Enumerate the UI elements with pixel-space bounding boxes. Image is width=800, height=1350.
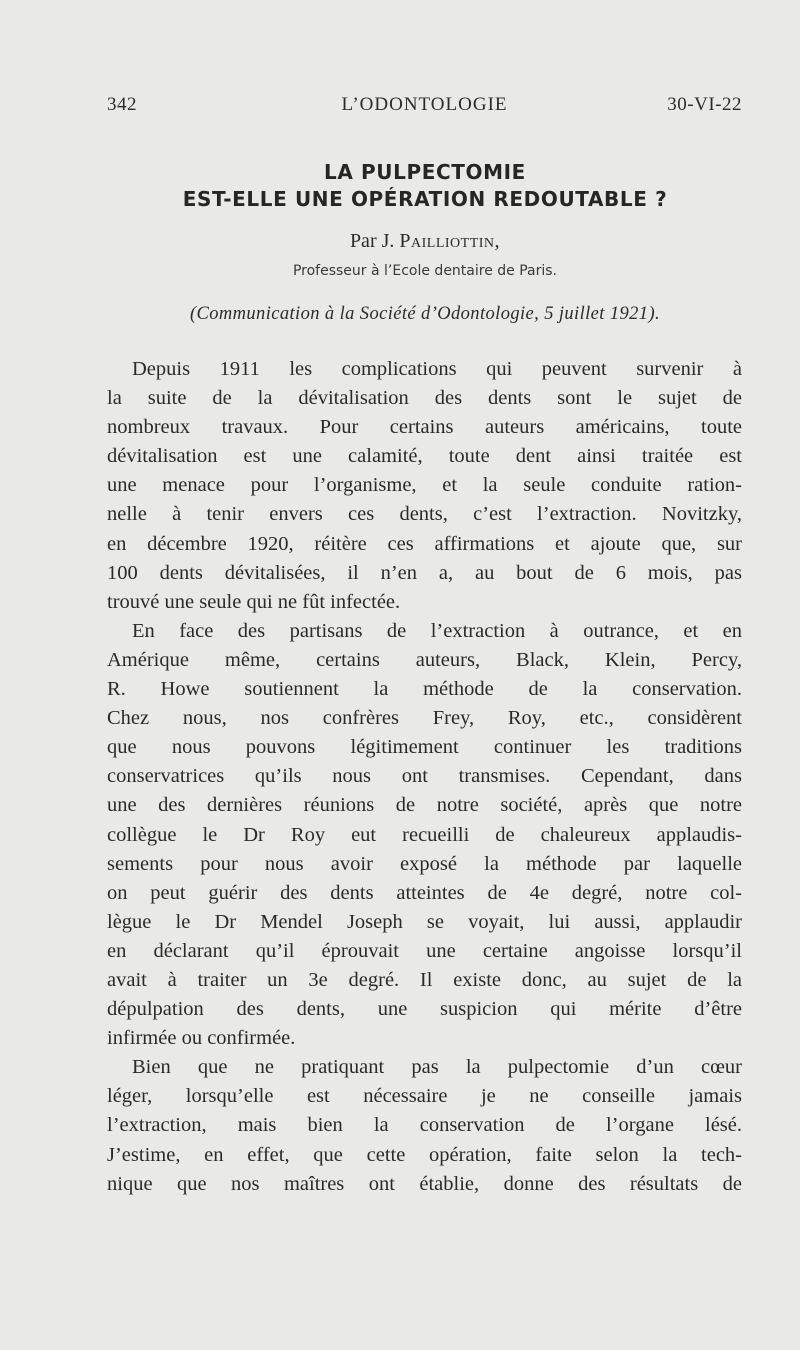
body-line: Amérique même, certains auteurs, Black, Klein, Percy, bbox=[107, 648, 742, 671]
body-line: la suite de la dévitalisation des dents sont le sujet de bbox=[107, 387, 742, 410]
byline bbox=[100, 230, 750, 253]
author-affiliation: Professeur à l’Ecole dentaire de Paris. bbox=[292, 263, 558, 279]
body-line: en décembre 1920, réitère ces affirmations et ajoute que, sur bbox=[107, 532, 742, 555]
page-number: 342 bbox=[107, 94, 137, 115]
body-line: nelle à tenir envers ces dents, c’est l’extraction. Novitzky, bbox=[107, 503, 742, 526]
body-line: lègue le Dr Mendel Joseph se voyait, lui aussi, applaudir bbox=[107, 910, 742, 933]
body-line: infirmée ou confirmée. bbox=[107, 1027, 296, 1050]
journal-name: L’ODONTOLOGIE bbox=[341, 94, 508, 115]
author-name: Pailliottin, bbox=[399, 230, 501, 252]
body-line: on peut guérir des dents atteintes de 4e degré, notre col- bbox=[107, 881, 742, 904]
body-line: dépulpation des dents, une suspicion qui mérite d’être bbox=[107, 998, 742, 1021]
body-line: conservatrices qu’ils nous ont transmises. Cependant, dans bbox=[107, 765, 742, 788]
body-line: en déclarant qu’il éprouvait une certaine angoisse lorsqu’il bbox=[107, 939, 742, 962]
body-line: l’extraction, mais bien la conservation de l’organe lésé. bbox=[107, 1114, 742, 1137]
article-title-line-2: EST-ELLE UNE OPÉRATION REDOUTABLE ? bbox=[182, 187, 668, 211]
body-line: trouvé une seule qui ne fût infectée. bbox=[107, 590, 401, 613]
body-line: R. Howe soutiennent la méthode de la conservation. bbox=[107, 678, 742, 701]
body-line: nombreux travaux. Pour certains auteurs américains, toute bbox=[107, 416, 742, 439]
running-header bbox=[107, 94, 742, 118]
body-line: nique que nos maîtres ont établie, donne des résultats de bbox=[107, 1172, 742, 1195]
byline-prefix: Par J. bbox=[349, 230, 395, 252]
body-line: Chez nous, nos confrères Frey, Roy, etc., considèrent bbox=[107, 707, 742, 730]
body-line: 100 dents dévitalisées, il n’en a, au bout de 6 mois, pas bbox=[107, 561, 742, 584]
body-line: avait à traiter un 3e degré. Il existe donc, au sujet de la bbox=[107, 968, 742, 991]
body-line: une des dernières réunions de notre société, après que notre bbox=[107, 794, 742, 817]
body-line: que nous pouvons légitimement continuer les traditions bbox=[107, 736, 742, 759]
article-body bbox=[107, 355, 742, 1199]
body-line: J’estime, en effet, que cette opération, faite selon la tech- bbox=[107, 1143, 742, 1166]
communication-note: (Communication à la Société d’Odontologie, 5 juillet 1921). bbox=[189, 304, 661, 324]
body-line: dévitalisation est une calamité, toute dent ainsi traitée est bbox=[107, 445, 742, 468]
body-line: collègue le Dr Roy eut recueilli de chaleureux applaudis- bbox=[107, 823, 742, 846]
body-line: En face des partisans de l’extraction à outrance, et en bbox=[132, 619, 742, 642]
body-line: sements pour nous avoir exposé la méthode par laquelle bbox=[107, 852, 742, 875]
body-line: Bien que ne pratiquant pas la pulpectomie d’un cœur bbox=[132, 1056, 742, 1079]
body-line: léger, lorsqu’elle est nécessaire je ne conseille jamais bbox=[107, 1085, 742, 1108]
body-line: Depuis 1911 les complications qui peuvent survenir à bbox=[132, 358, 742, 380]
body-line: une menace pour l’organisme, et la seule conduite ration- bbox=[107, 474, 742, 497]
issue-date: 30-VI-22 bbox=[667, 94, 742, 115]
article-title-line-1: LA PULPECTOMIE bbox=[324, 160, 526, 184]
